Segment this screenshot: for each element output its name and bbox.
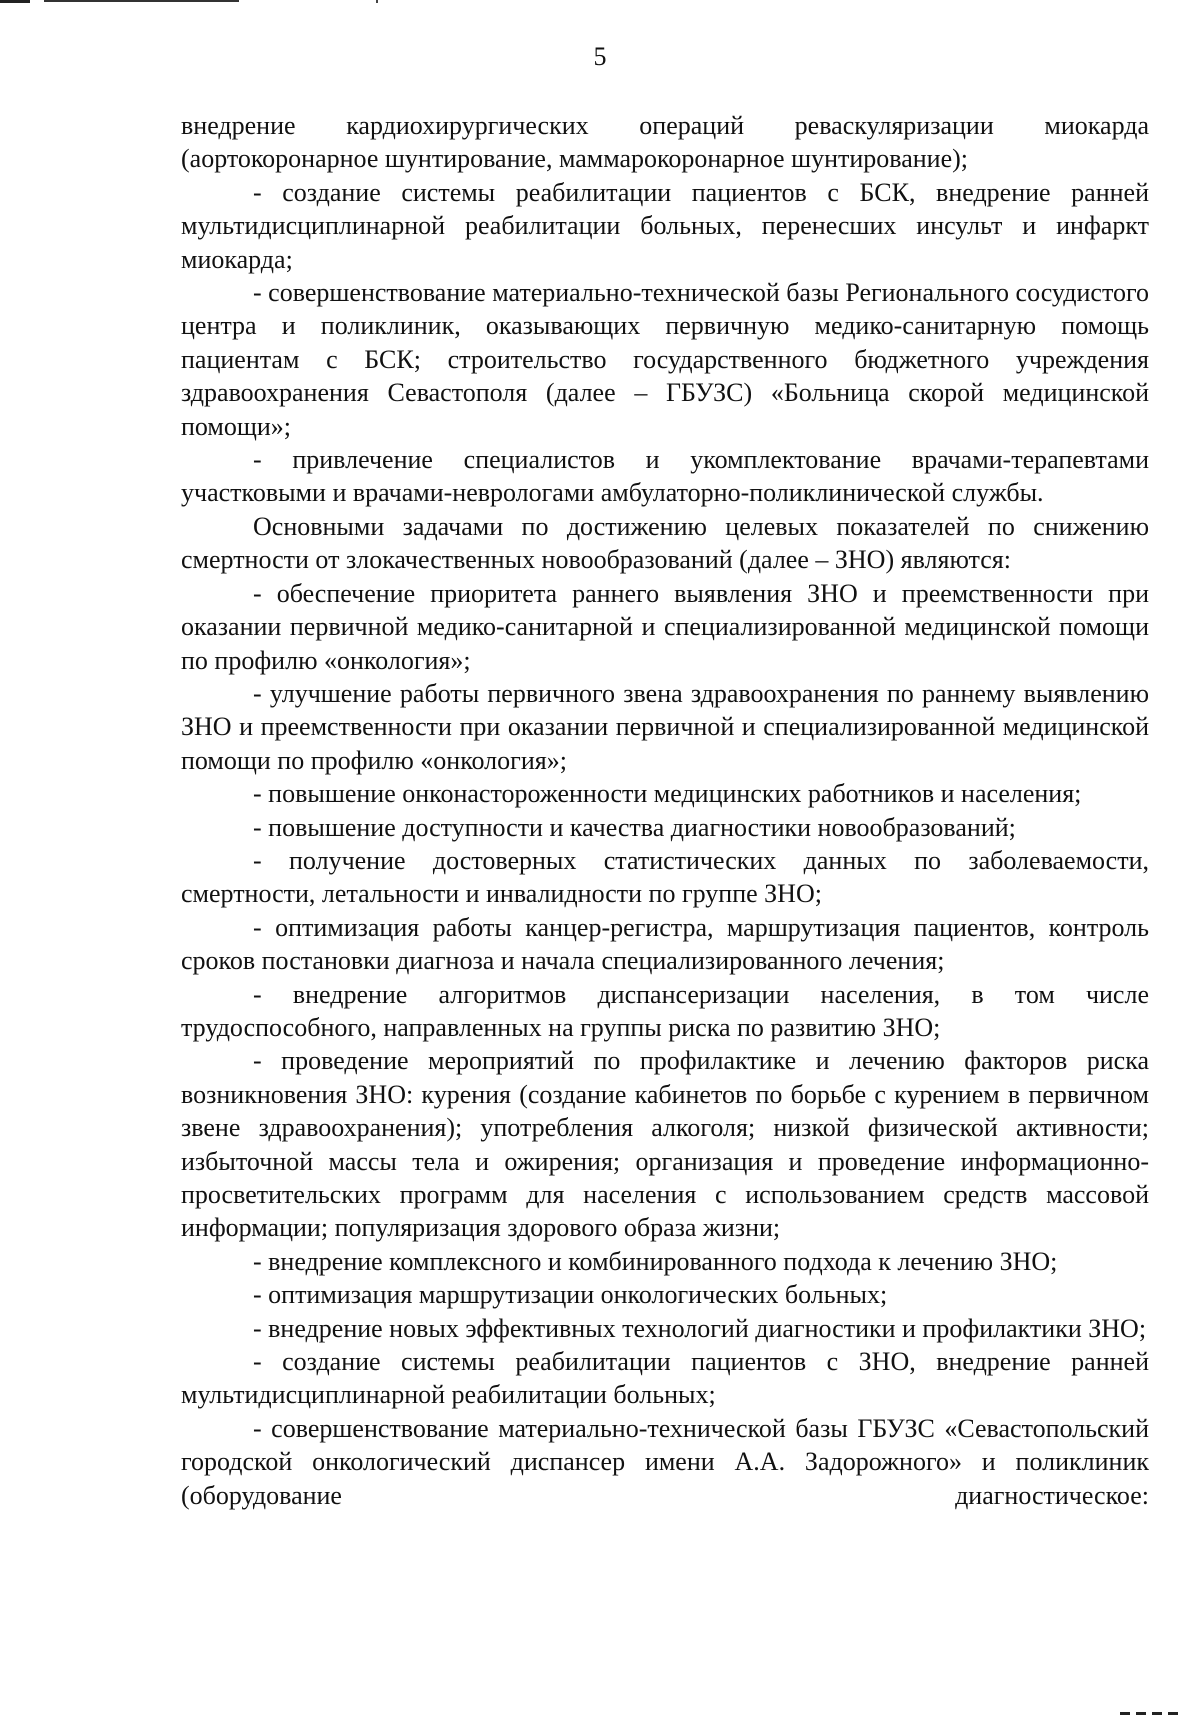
paragraph: - оптимизация работы канцер-регистра, маршрутизация пациентов, контроль сроков постановки диагноза и начала специализированного лечения; [181, 912, 1149, 976]
scan-edge-mark [0, 0, 30, 3]
paragraph: - получение достоверных статистических данных по заболеваемости, смертности, летальности и инвалидности по группе ЗНО; [181, 845, 1149, 909]
document-body [181, 109, 1149, 1512]
paragraph: - обеспечение приоритета раннего выявления ЗНО и преемственности при оказании первичной медико-санитарной и специализированной медицинской помощи по профилю «онкология»; [181, 578, 1149, 675]
paragraph: - внедрение комплексного и комбинированного подхода к лечению ЗНО; [253, 1246, 1058, 1276]
paragraph: - внедрение новых эффективных технологий диагностики и профилактики ЗНО; [253, 1313, 1147, 1343]
paragraph: внедрение кардиохирургических операций реваскуляризации миокарда (аортокоронарное шунтирование, маммарокоронарное шунтирование); [181, 111, 1149, 174]
scan-edge-mark [44, 0, 239, 2]
paragraph: Основными задачами по достижению целевых показателей по снижению смертности от злокачественных новообразований (далее – ЗНО) являются: [181, 511, 1149, 575]
paragraph: - создание системы реабилитации пациентов с ЗНО, внедрение ранней мультидисциплинарной реабилитации больных; [181, 1347, 1149, 1410]
paragraph: - привлечение специалистов и укомплектование врачами-терапевтами участковыми и врачами-неврологами амбулаторно-поликлинической службы. [181, 445, 1149, 508]
paragraph: - проведение мероприятий по профилактике и лечению факторов риска возникновения ЗНО: курения (создание кабинетов по борьбе с курением в первичном звене здравоохранения); употребления алкоголя; низкой физической активности; избыточной массы тела и ожирения; организация и проведение информационно-просветительских программ для населения с использованием средств массовой информации; популяризация здорового образа жизни; [181, 1046, 1149, 1243]
paragraph: - создание системы реабилитации пациентов с БСК, внедрение ранней мультидисциплинарной реабилитации больных, перенесших инсульт и инфаркт миокарда; [181, 177, 1149, 274]
scan-edge-mark [376, 0, 378, 3]
paragraph: - совершенствование материально-технической базы Регионального сосудистого центра и поликлиник, оказывающих первичную медико-санитарную помощь пациентам с БСК; строительство государственного бюджетного учреждения здравоохранения Севастополя (далее – ГБУЗС) «Больница скорой медицинской помощи»; [181, 278, 1149, 441]
paragraph: - совершенствование материально-технической базы ГБУЗС «Севастопольский городской онкологический диспансер имени А.А. Задорожного» и поликлиник (оборудование диагностическое: [181, 1413, 1149, 1510]
paragraph: - внедрение алгоритмов диспансеризации населения, в том числе трудоспособного, направленных на группы риска по развитию ЗНО; [181, 979, 1149, 1042]
paragraph: - повышение онконастороженности медицинских работников и населения; [253, 779, 1082, 809]
paragraph: - повышение доступности и качества диагностики новообразований; [253, 812, 1016, 842]
paragraph: - оптимизация маршрутизации онкологических больных; [253, 1280, 888, 1310]
page-number: 5 [593, 42, 607, 71]
paragraph: - улучшение работы первичного звена здравоохранения по раннему выявлению ЗНО и преемственности при оказании первичной и специализированной медицинской помощи по профилю «онкология»; [181, 678, 1149, 775]
